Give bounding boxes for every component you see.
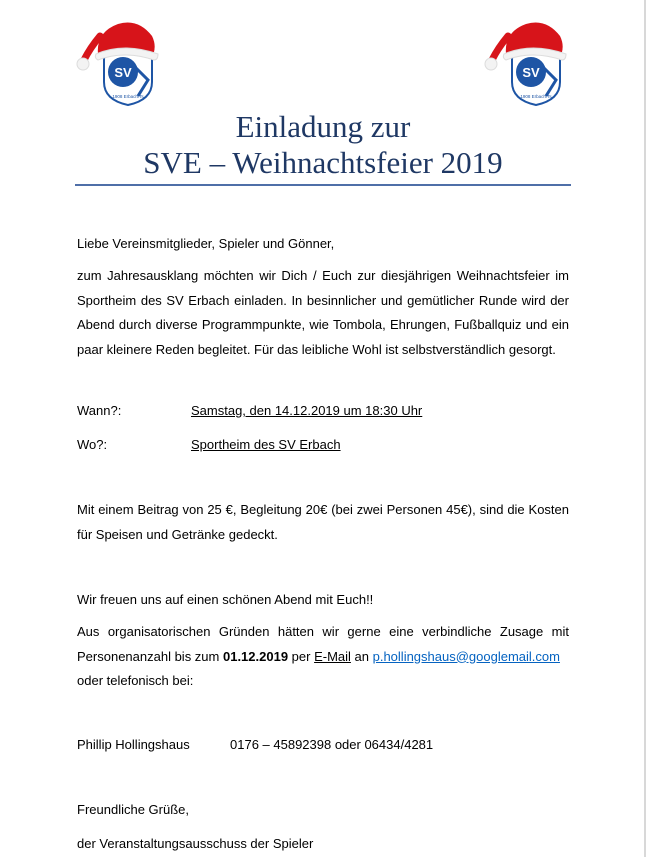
where-value: Sportheim des SV Erbach	[191, 437, 341, 452]
title-underline	[75, 184, 571, 186]
santa-hat-crest-icon	[76, 14, 162, 106]
svg-text:SV: SV	[114, 65, 132, 80]
club-logo-left	[76, 14, 162, 106]
rsvp-paragraph	[77, 620, 569, 694]
club-logo-right	[484, 14, 570, 106]
svg-text:1908 Erbach/Ts: 1908 Erbach/Ts	[520, 94, 552, 99]
title-line-1: Einladung zur	[235, 109, 411, 144]
email-label-link[interactable]: E-Mail	[314, 648, 351, 664]
greeting: Liebe Vereinsmitglieder, Spieler und Gönner,	[77, 236, 335, 251]
title-line-2: SVE – Weihnachtsfeier 2019	[143, 145, 503, 180]
when-label: Wann?:	[77, 403, 122, 418]
rsvp-text-4: oder telefonisch bei:	[77, 673, 194, 688]
svg-text:1908 Erbach/Ts: 1908 Erbach/Ts	[112, 94, 144, 99]
rsvp-text-3: an	[350, 648, 373, 664]
santa-hat-crest-icon	[484, 14, 570, 106]
regards: Freundliche Grüße,	[77, 802, 189, 817]
intro-paragraph: zum Jahresausklang möchten wir Dich / Euch zur diesjährigen Weihnachtsfeier im Sportheim des SV Erbach einladen. In besinnlicher und gemütlicher Runde wird der Abend durch diverse Programmpunkte, wie Tombola, Ehrungen, Fußballquiz und ein paar kleinere Reden begleitet. Für das leibliche Wohl ist selbstverständlich gesorgt.	[77, 268, 569, 357]
when-value: Samstag, den 14.12.2019 um 18:30 Uhr	[191, 403, 423, 418]
where-label: Wo?:	[77, 437, 108, 452]
sender: der Veranstaltungsausschuss der Spieler	[77, 836, 314, 851]
svg-text:SV: SV	[522, 65, 540, 80]
email-link[interactable]: p.hollingshaus@googlemail.com	[372, 648, 560, 664]
rsvp-text-2: per	[288, 648, 315, 664]
rsvp-text-1: Aus organisatorischen Gründen hätten wir gerne eine verbindliche Zusage mit Personenanzahl bis zum	[77, 624, 569, 664]
closing-line: Wir freuen uns auf einen schönen Abend mit Euch!!	[77, 592, 374, 607]
rsvp-deadline: 01.12.2019	[222, 648, 289, 664]
contact-phone: 0176 – 45892398 oder 06434/4281	[230, 737, 434, 752]
contact-name: Phillip Hollingshaus	[77, 737, 190, 752]
cost-paragraph: Mit einem Beitrag von 25 €, Begleitung 20€ (bei zwei Personen 45€), sind die Kosten für Speisen und Getränke gedeckt.	[77, 502, 569, 542]
